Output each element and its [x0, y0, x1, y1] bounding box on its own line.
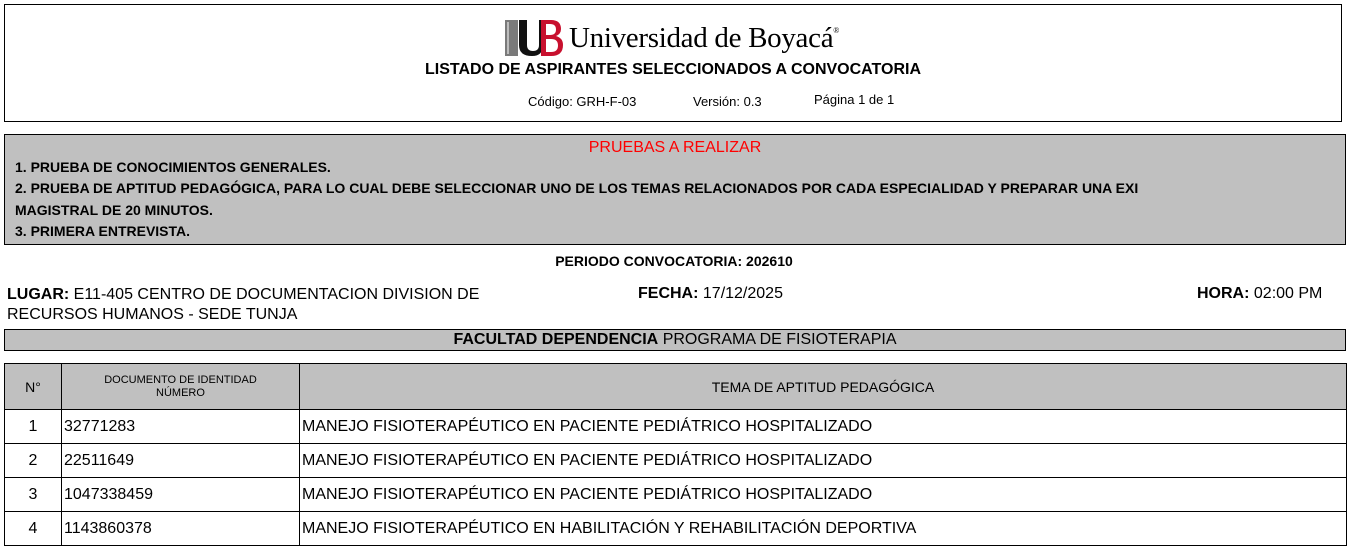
- row-documento: 22511649: [62, 444, 300, 478]
- row-number: 1: [5, 410, 62, 444]
- fecha-info: [638, 285, 783, 303]
- document-title: LISTADO DE ASPIRANTES SELECCIONADOS A CONVOCATORIA: [424, 61, 922, 78]
- row-number: 2: [5, 444, 62, 478]
- lugar-value-line1: E11-405 CENTRO DE DOCUMENTACION DIVISION DE: [73, 286, 480, 303]
- header-n: N°: [5, 364, 62, 410]
- row-number: 4: [5, 512, 62, 546]
- row-number: 3: [5, 478, 62, 512]
- lugar-info: [7, 285, 479, 325]
- header-documento-line2: NÚMERO: [156, 386, 205, 399]
- header-documento: [62, 364, 300, 410]
- document-version: Versión: 0.3: [693, 94, 762, 109]
- university-logo: [505, 16, 839, 60]
- row-tema: MANEJO FISIOTERAPÉUTICO EN PACIENTE PEDIÁTRICO HOSPITALIZADO: [300, 410, 1347, 444]
- pruebas-item: 2. PRUEBA DE APTITUD PEDAGÓGICA, PARA LO CUAL DEBE SELECCIONAR UNO DE LOS TEMAS RELACIONADOS POR CADA ESPECIALIDAD Y PREPARAR UNA EXI: [15, 180, 1139, 196]
- row-documento: 1143860378: [62, 512, 300, 546]
- facultad-value: PROGRAMA DE FISIOTERAPIA: [662, 331, 897, 348]
- row-tema: MANEJO FISIOTERAPÉUTICO EN HABILITACIÓN Y REHABILITACIÓN DEPORTIVA: [300, 512, 1347, 546]
- logo-text: Universidad de Boyacá®: [569, 21, 840, 54]
- row-documento: 32771283: [62, 410, 300, 444]
- pruebas-item: 1. PRUEBA DE CONOCIMIENTOS GENERALES.: [15, 159, 331, 175]
- hora-label: HORA:: [1197, 285, 1250, 302]
- facultad-bar: [4, 329, 1346, 351]
- table-header-row: [5, 364, 1347, 410]
- header-tema: TEMA DE APTITUD PEDAGÓGICA: [300, 364, 1347, 410]
- pruebas-item: 3. PRIMERA ENTREVISTA.: [15, 223, 191, 239]
- pruebas-item: MAGISTRAL DE 20 MINUTOS.: [15, 202, 213, 218]
- document-code: Código: GRH-F-03: [528, 94, 637, 109]
- header-documento-line1: DOCUMENTO DE IDENTIDAD: [104, 373, 257, 386]
- row-documento: 1047338459: [62, 478, 300, 512]
- lugar-value-line2: RECURSOS HUMANOS - SEDE TUNJA: [7, 306, 298, 323]
- row-tema: MANEJO FISIOTERAPÉUTICO EN PACIENTE PEDIÁTRICO HOSPITALIZADO: [300, 478, 1347, 512]
- table-row: [5, 444, 1347, 478]
- aspirantes-table: [4, 363, 1347, 546]
- lugar-label: LUGAR:: [7, 286, 70, 303]
- facultad-label: FACULTAD DEPENDENCIA: [453, 331, 659, 348]
- document-header: [4, 4, 1342, 122]
- pruebas-title: PRUEBAS A REALIZAR: [588, 139, 762, 156]
- fecha-label: FECHA:: [638, 285, 699, 302]
- hora-value: 02:00 PM: [1253, 285, 1323, 302]
- pruebas-section: [4, 134, 1346, 245]
- hora-info: [1197, 285, 1322, 303]
- row-tema: MANEJO FISIOTERAPÉUTICO EN PACIENTE PEDIÁTRICO HOSPITALIZADO: [300, 444, 1347, 478]
- table-row: [5, 478, 1347, 512]
- table-row: [5, 512, 1347, 546]
- periodo-convocatoria: PERIODO CONVOCATORIA: 202610: [555, 253, 793, 269]
- table-row: [5, 410, 1347, 444]
- page-number: Página 1 de 1: [814, 92, 895, 107]
- fecha-value: 17/12/2025: [702, 285, 783, 302]
- ub-logo-icon: [505, 18, 563, 58]
